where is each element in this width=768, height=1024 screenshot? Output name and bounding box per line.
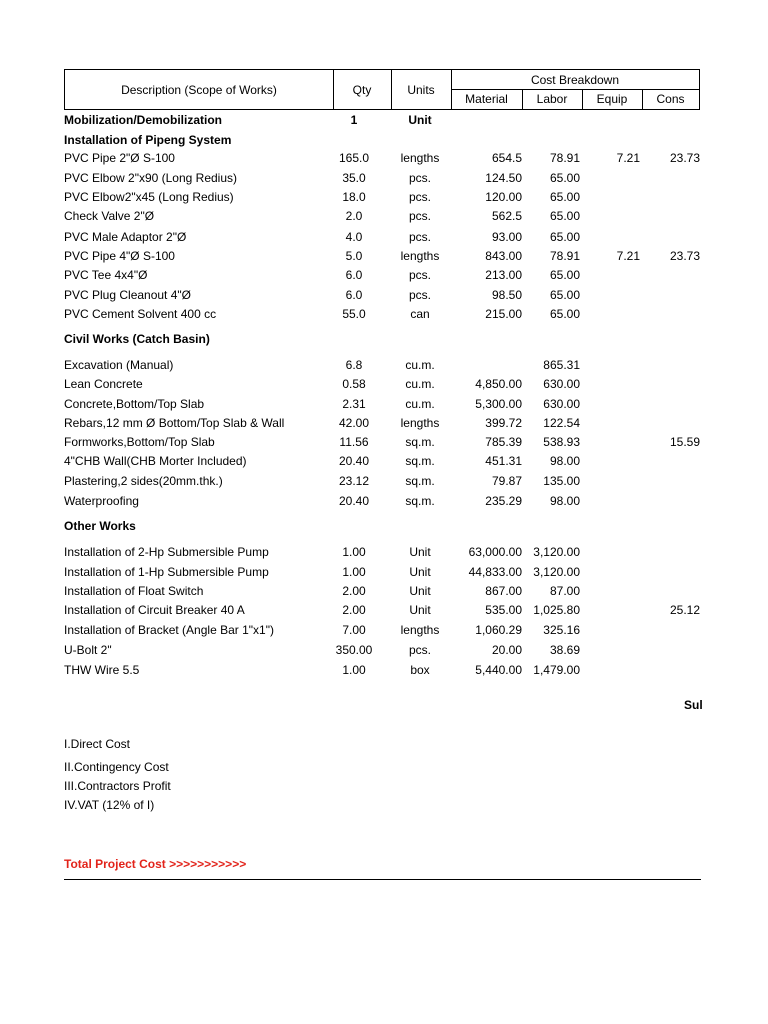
row-qty: 55.0 (342, 307, 366, 321)
row-description: Installation of Pipeng System (64, 133, 232, 147)
row-labor: 65.00 (549, 230, 580, 244)
row-labor: 3,120.00 (533, 565, 580, 579)
row-equip: 7.21 (616, 249, 640, 263)
row-qty: 350.00 (335, 643, 373, 657)
row-description: Installation of 1-Hp Submersible Pump (64, 565, 269, 579)
row-material: 451.31 (485, 454, 522, 468)
row-material: 535.00 (485, 603, 522, 617)
row-material: 654.5 (491, 151, 522, 165)
row-qty: 6.0 (345, 268, 363, 282)
row-qty: 2.31 (342, 397, 366, 411)
table-row (64, 641, 704, 659)
header-qty: Qty (352, 82, 372, 97)
table-header (64, 69, 700, 110)
row-description: Formworks,Bottom/Top Slab (64, 435, 215, 449)
section-row (64, 517, 704, 535)
row-unit: lengths (400, 151, 440, 165)
row-qty: 35.0 (342, 171, 366, 185)
row-qty: 11.56 (339, 435, 369, 449)
row-labor: 98.00 (549, 494, 580, 508)
summary-contingency-cost: II.Contingency Cost (64, 760, 169, 774)
summary-vat: IV.VAT (12% of I) (64, 798, 155, 812)
table-row (64, 356, 704, 374)
row-unit: lengths (400, 623, 440, 637)
row-material: 215.00 (485, 307, 522, 321)
row-description: PVC Tee 4x4"Ø (64, 268, 148, 282)
subtotal-label: Sul (684, 698, 703, 712)
table-row (64, 207, 704, 225)
row-qty: 4.0 (345, 230, 363, 244)
row-description: Civil Works (Catch Basin) (64, 332, 210, 346)
table-row (64, 621, 704, 639)
row-labor: 122.54 (543, 416, 580, 430)
summary-direct-cost: I.Direct Cost (64, 737, 131, 751)
row-cons: 23.73 (669, 249, 700, 263)
row-description: Plastering,2 sides(20mm.thk.) (64, 474, 223, 488)
row-description: Rebars,12 mm Ø Bottom/Top Slab & Wall (64, 416, 285, 430)
row-qty: 6.0 (345, 288, 363, 302)
row-labor: 38.69 (549, 643, 580, 657)
table-row (64, 601, 704, 619)
row-material: 562.5 (491, 209, 522, 223)
row-description: PVC Pipe 4"Ø S-100 (64, 249, 175, 263)
table-row (64, 582, 704, 600)
row-description: Lean Concrete (64, 377, 143, 391)
row-qty: 165.0 (338, 151, 370, 165)
row-unit: pcs. (408, 209, 431, 223)
table-row (64, 228, 704, 246)
header-material: Material (465, 92, 508, 106)
table-row (64, 414, 704, 432)
table-row (64, 188, 704, 206)
row-material: 79.87 (491, 474, 522, 488)
row-description: Excavation (Manual) (64, 358, 174, 372)
header-cons: Cons (656, 92, 685, 106)
row-labor: 78.91 (549, 249, 580, 263)
row-cons: 15.59 (669, 435, 700, 449)
row-labor: 65.00 (549, 268, 580, 282)
table-row (64, 472, 704, 490)
row-unit: Unit (409, 545, 431, 559)
row-unit: sq.m. (405, 494, 435, 508)
row-material: 235.29 (485, 494, 522, 508)
row-description: Installation of 2-Hp Submersible Pump (64, 545, 269, 559)
row-material: 93.00 (491, 230, 522, 244)
table-row (64, 305, 704, 323)
table-row (64, 563, 704, 581)
row-labor: 3,120.00 (533, 545, 580, 559)
table-row (64, 169, 704, 187)
section-row (64, 111, 704, 129)
row-labor: 65.00 (549, 288, 580, 302)
table-row (64, 286, 704, 304)
row-unit: pcs. (408, 171, 431, 185)
row-labor: 78.91 (549, 151, 580, 165)
row-unit: pcs. (408, 230, 431, 244)
table-row (64, 661, 704, 679)
row-labor: 630.00 (543, 377, 580, 391)
row-unit: sq.m. (405, 435, 435, 449)
row-qty: 2.0 (345, 209, 363, 223)
row-unit: pcs. (408, 288, 431, 302)
row-description: Mobilization/Demobilization (64, 113, 222, 127)
row-cons: 23.73 (669, 151, 700, 165)
row-labor: 1,479.00 (533, 663, 580, 677)
row-labor: 65.00 (549, 171, 580, 185)
row-description: Installation of Float Switch (64, 584, 204, 598)
row-qty: 5.0 (345, 249, 363, 263)
bottom-divider (64, 879, 701, 880)
row-qty: 1.00 (342, 663, 366, 677)
row-description: PVC Plug Cleanout 4"Ø (64, 288, 191, 302)
section-row (64, 330, 704, 348)
row-unit: sq.m. (405, 454, 435, 468)
section-row (64, 131, 704, 149)
row-material: 20.00 (491, 643, 522, 657)
row-qty: 1.00 (342, 545, 366, 559)
row-description: Installation of Bracket (Angle Bar 1"x1") (64, 623, 274, 637)
row-unit: Unit (409, 565, 431, 579)
summary-contractors-profit: III.Contractors Profit (64, 779, 171, 793)
header-equip: Equip (596, 92, 628, 106)
row-description: Installation of Circuit Breaker 40 A (64, 603, 245, 617)
row-labor: 135.00 (543, 474, 580, 488)
row-qty: 6.8 (345, 358, 363, 372)
header-description: Description (Scope of Works) (121, 82, 277, 97)
row-unit: can (410, 307, 430, 321)
row-description: Other Works (64, 519, 136, 533)
header-labor: Labor (536, 92, 568, 106)
table-row (64, 266, 704, 284)
row-qty: 20.40 (338, 454, 370, 468)
row-unit: Unit (409, 603, 431, 617)
table-row (64, 433, 704, 451)
header-units: Units (407, 82, 435, 97)
total-project-cost-label: Total Project Cost >>>>>>>>>>> (64, 857, 247, 871)
row-labor: 325.16 (543, 623, 580, 637)
row-description: 4"CHB Wall(CHB Morter Included) (64, 454, 247, 468)
row-qty: 23.12 (338, 474, 370, 488)
row-description: Waterproofing (64, 494, 139, 508)
row-qty: 0.58 (342, 377, 366, 391)
header-cost-breakdown: Cost Breakdown (530, 72, 620, 87)
row-material: 5,300.00 (475, 397, 522, 411)
row-labor: 538.93 (543, 435, 580, 449)
row-material: 4,850.00 (475, 377, 522, 391)
row-equip: 7.21 (616, 151, 640, 165)
row-labor: 65.00 (549, 307, 580, 321)
row-qty: 42.00 (338, 416, 370, 430)
row-description: PVC Pipe 2"Ø S-100 (64, 151, 175, 165)
table-row (64, 247, 704, 265)
row-labor: 87.00 (549, 584, 580, 598)
row-description: PVC Male Adaptor 2"Ø (64, 230, 187, 244)
row-cons: 25.12 (669, 603, 700, 617)
row-labor: 98.00 (549, 454, 580, 468)
row-unit: sq.m. (405, 474, 435, 488)
row-qty: 7.00 (342, 623, 366, 637)
row-qty: 2.00 (342, 603, 366, 617)
row-material: 399.72 (485, 416, 522, 430)
row-description: PVC Elbow 2"x90 (Long Redius) (64, 171, 238, 185)
row-unit: cu.m. (405, 377, 435, 391)
table-row (64, 395, 704, 413)
row-unit: lengths (400, 249, 440, 263)
row-labor: 1,025.80 (533, 603, 580, 617)
row-material: 785.39 (485, 435, 522, 449)
row-description: PVC Cement Solvent 400 cc (64, 307, 217, 321)
row-unit: Unit (409, 584, 431, 598)
row-material: 1,060.29 (475, 623, 522, 637)
row-description: Concrete,Bottom/Top Slab (64, 397, 205, 411)
row-unit: pcs. (408, 190, 431, 204)
row-material: 843.00 (485, 249, 522, 263)
table-row (64, 543, 704, 561)
row-unit: pcs. (408, 643, 431, 657)
row-material: 867.00 (485, 584, 522, 598)
row-material: 120.00 (485, 190, 522, 204)
row-material: 63,000.00 (468, 545, 522, 559)
table-row (64, 452, 704, 470)
row-qty: 1 (350, 113, 358, 127)
row-material: 124.50 (485, 171, 522, 185)
row-unit: cu.m. (405, 397, 435, 411)
table-row (64, 149, 704, 167)
row-qty: 2.00 (342, 584, 366, 598)
row-description: THW Wire 5.5 (64, 663, 140, 677)
row-labor: 630.00 (543, 397, 580, 411)
row-description: PVC Elbow2"x45 (Long Redius) (64, 190, 234, 204)
row-labor: 865.31 (543, 358, 580, 372)
row-labor: 65.00 (549, 190, 580, 204)
row-unit: cu.m. (405, 358, 435, 372)
row-unit: lengths (400, 416, 440, 430)
row-unit: Unit (408, 113, 432, 127)
row-material: 98.50 (491, 288, 522, 302)
row-qty: 18.0 (342, 190, 366, 204)
table-row (64, 492, 704, 510)
row-unit: pcs. (408, 268, 431, 282)
row-qty: 1.00 (342, 565, 366, 579)
table-row (64, 375, 704, 393)
row-material: 213.00 (485, 268, 522, 282)
row-unit: box (410, 663, 430, 677)
row-qty: 20.40 (338, 494, 370, 508)
row-description: Check Valve 2"Ø (64, 209, 155, 223)
row-description: U-Bolt 2" (64, 643, 112, 657)
row-material: 5,440.00 (475, 663, 522, 677)
row-material: 44,833.00 (468, 565, 522, 579)
row-labor: 65.00 (549, 209, 580, 223)
